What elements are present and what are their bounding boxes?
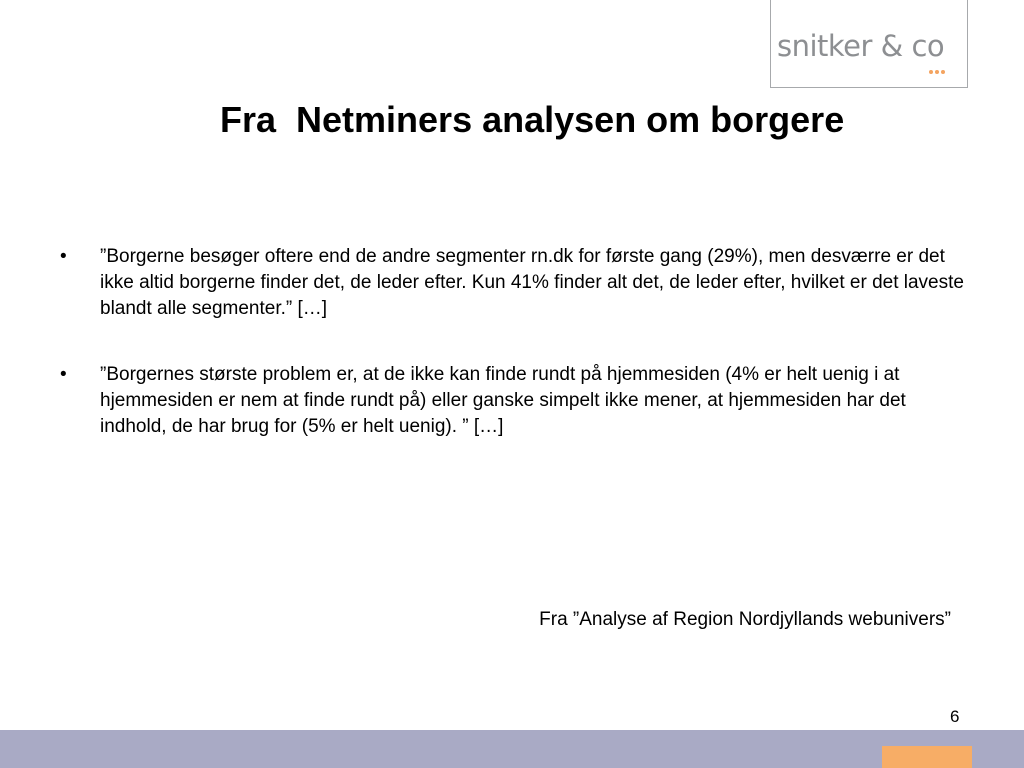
footer-bar	[0, 730, 1024, 768]
three-dots-icon	[929, 70, 949, 76]
source-citation: Fra ”Analyse af Region Nordjyllands webunivers”	[539, 609, 951, 630]
bullet-list	[60, 244, 965, 480]
logo-text: snitker & co	[777, 29, 945, 63]
company-logo	[770, 0, 968, 88]
footer-accent	[882, 746, 972, 768]
slide-title: Fra Netminers analysen om borgere	[220, 99, 845, 140]
bullet-text: ”Borgerne besøger oftere end de andre segmenter rn.dk for første gang (29%), men desværre er det ikke altid borgerne finder det, de leder efter. Kun 41% finder alt det, de leder efter, hvilket er det laveste blandt alle segmenter.” […]	[100, 246, 964, 319]
bullet-icon: •	[60, 364, 67, 385]
bullet-item	[60, 244, 965, 322]
page-number: 6	[950, 707, 960, 726]
bullet-item	[60, 362, 965, 440]
bullet-icon: •	[60, 246, 67, 267]
bullet-text: ”Borgernes største problem er, at de ikke kan finde rundt på hjemmesiden (4% er helt uenig i at hjemmesiden er nem at finde rundt på) eller ganske simpelt ikke mener, at hjemmesiden har det indhold, de har brug for (5% er helt uenig). ” […]	[100, 364, 906, 437]
